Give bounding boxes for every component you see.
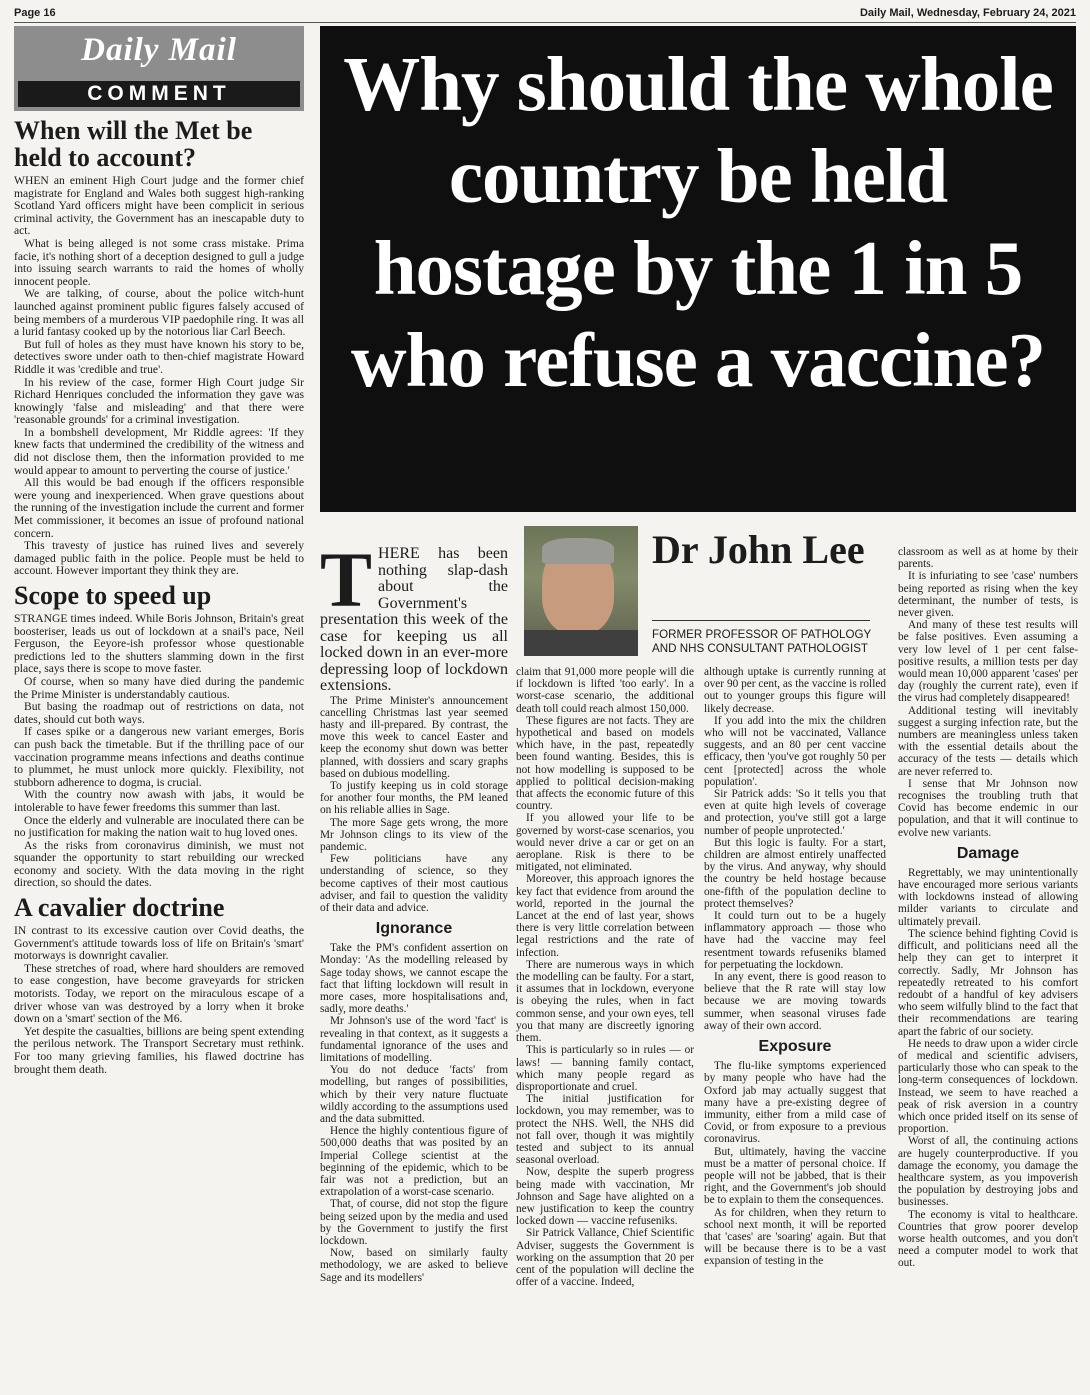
paragraph: All this would be bad enough if the officers responsible were young and inexperienced. When grave questions about the running of the investigation include the current and former Met commissioner, it becomes an issue of profound national concern. bbox=[14, 476, 304, 540]
headline-block bbox=[320, 26, 1076, 512]
paragraph: The economy is vital to healthcare. Countries that grow poorer develop worse health outcomes, and you don't need a computer model to work that out. bbox=[898, 1208, 1078, 1270]
paragraph: IN contrast to its excessive caution over Covid deaths, the Government's attitude towards loss of life on Britain's 'smart' motorways is downright cavalier. bbox=[14, 924, 304, 963]
header-rule bbox=[14, 22, 1076, 23]
article-column-4 bbox=[898, 546, 1078, 1392]
paragraph: These figures are not facts. They are hypothetical and based on models which have, in the past, repeatedly been found wanting. Besides, this is not how modelling is supposed to be applied to political decision-making that affects the economic future of this country. bbox=[516, 714, 694, 813]
paragraph: We are talking, of course, about the police witch-hunt launched against prominent public figures falsely accused of being members of a murderous VIP paedophile ring. It was all a lurid fantasy cooked up by the notorious liar Carl Beech. bbox=[14, 287, 304, 339]
article-column-3 bbox=[704, 666, 886, 1392]
paragraph: Of course, when so many have died during the pandemic the Prime Minister is understandably cautious. bbox=[14, 674, 304, 701]
paragraph: There are numerous ways in which the modelling can be faulty. For a start, it assumes that in lockdown, everyone is obeying the rules, when in fact common sense, and your own eyes, tell you that many are discreetly ignoring them. bbox=[516, 958, 694, 1045]
drop-cap: T bbox=[320, 546, 373, 623]
paragraph: In any event, there is good reason to believe that the R rate will stay low because we are moving towards summer, when seasonal viruses fade away of their own accord. bbox=[704, 971, 886, 1032]
paragraph: Yet despite the casualties, billions are being spent extending the perilous network. The Transport Secretary must rethink. For too many grieving families, his flawed doctrine has brought them death. bbox=[14, 1024, 304, 1076]
subhead-ignorance: Ignorance bbox=[375, 920, 453, 938]
author-name: Dr John Lee bbox=[652, 527, 865, 572]
author-role: FORMER PROFESSOR OF PATHOLOGY AND NHS CONSULTANT PATHOLOGIST bbox=[652, 628, 872, 655]
paragraph: The initial justification for lockdown, you may remember, was to protect the NHS. Well, the NHS did not fall over, though it was mightily tested and subject to its annual seasonal overload. bbox=[516, 1093, 694, 1167]
paragraph: Now, despite the superb progress being made with vaccination, Mr Johnson and Sage have alighted on a new justification to keep the country locked down — vaccine refuseniks. bbox=[516, 1166, 694, 1228]
page-header bbox=[14, 4, 1076, 22]
paragraph: Additional testing will inevitably suggest a surging infection rate, but the numbers are meaningless unless taken with the essential details about the accuracy of the tests — details which are never referred to. bbox=[898, 704, 1078, 778]
paragraph: But this logic is faulty. For a start, children are almost entirely unaffected by the virus. And anyway, why should the country be held hostage because one-fifth of the population decline to protect themselves? bbox=[704, 836, 886, 910]
paragraph: Sir Patrick adds: 'So it tells you that even at quite high levels of coverage and protection, you've still got a large number of people unprotected.' bbox=[704, 788, 886, 837]
author-photo bbox=[524, 526, 638, 656]
main-headline: Why should the whole country be held hostage by the 1 in 5 who refuse a vaccine? bbox=[343, 41, 1053, 403]
paragraph: Take the PM's confident assertion on Monday: 'As the modelling released by Sage today shows, we cannot escape the fact that lifting lockdown will result in more cases, more hospitalisations and, sadly, more deaths.' bbox=[320, 942, 508, 1016]
paragraph: This is particularly so in rules — or laws! — banning family contact, which many people regard as disproportionate and cruel. bbox=[516, 1044, 694, 1093]
paragraph: If cases spike or a dangerous new variant emerges, Boris can push back the timetable. But if the thrilling pace of our vaccination programme means infections and deaths continue to plummet, he must unlock more quickly. Flexibility, not stubborn adherence to dogma, is crucial. bbox=[14, 725, 304, 789]
comment-third-title: A cavalier doctrine bbox=[14, 893, 225, 923]
paragraph: STRANGE times indeed. While Boris Johnson, Britain's great boosteriser, leads us out of lockdown at a snail's pace, Neil Ferguson, the Eeyore-ish professor whose questionable predictions led to the shutters slamming down in the first place, says there is scope to move faster. bbox=[14, 612, 304, 676]
paragraph: The more Sage gets wrong, the more Mr Johnson clings to its view of the pandemic. bbox=[320, 816, 508, 853]
author-shirt bbox=[524, 630, 638, 656]
paragraph: classroom as well as at home by their parents. bbox=[898, 546, 1078, 571]
author-box bbox=[524, 526, 872, 662]
paragraph: It could turn out to be a hugely inflammatory approach — those who have had the vaccine may feel resentment towards refuseniks blamed for perpetuating the lockdown. bbox=[704, 910, 886, 971]
article-intro: HERE has been nothing slap-dash about the Government's presentation this week of the case for keeping us all locked down in an ever-more depressing loop of lockdown extensions. bbox=[320, 546, 508, 694]
section-label: COMMENT bbox=[18, 81, 300, 107]
paragraph: He needs to draw upon a wider circle of medical and scientific advisers, particularly those who can speak to the long-term consequences of lockdown. Instead, we seem to have reached a peak of risk aversion in a country which once prided itself on its sense of proportion. bbox=[898, 1037, 1078, 1136]
page-number: Page 16 bbox=[14, 7, 56, 19]
paragraph: Once the elderly and vulnerable are inoculated there can be no justification for making the nation wait to hug loved ones. bbox=[14, 813, 304, 840]
paragraph: although uptake is currently running at over 90 per cent, as the vaccine is rolled out to younger groups this figure will likely decrease. bbox=[704, 666, 886, 715]
author-rule bbox=[652, 620, 870, 621]
paragraph: The Prime Minister's announcement cancelling Christmas last year seemed hasty and ill-prepared. By contrast, the move this week to cancel Easter and keep the economy shut down was better planned, with dossiers and scary graphs based on dubious modelling. bbox=[320, 694, 508, 780]
paragraph: That, of course, did not stop the figure being seized upon by the media and used by the Government to justify the first lockdown. bbox=[320, 1198, 508, 1248]
paragraph: Sir Patrick Vallance, Chief Scientific Adviser, suggests the Government is working on the assumption that 20 per cent of the population will decline the offer of a vaccine. Indeed, bbox=[516, 1227, 694, 1289]
paragraph: But basing the roadmap out of restrictions on data, not dates, should cut both ways. bbox=[14, 700, 304, 726]
paragraph: Mr Johnson's use of the word 'fact' is revealing in that context, as it suggests a fundamental ignorance of the uses and limitations of modelling. bbox=[320, 1015, 508, 1064]
paragraph: WHEN an eminent High Court judge and the former chief magistrate for England and Wales both suggest high-ranking Scotland Yard officers might have been complicit in serious criminal activity, the Government has an inescapable duty to act. bbox=[14, 174, 304, 238]
paragraph: These stretches of road, where hard shoulders are removed to ease congestion, have become graveyards for stricken motorists. Today, we report on the miraculous escape of a driver whose van was destroyed by a lorry when it broke down on a 'smart' section of the M6. bbox=[14, 961, 304, 1026]
masthead-logo: Daily Mail bbox=[81, 32, 237, 68]
paragraph: And many of these test results will be false positives. Even assuming a very low level of 1 per cent false-positive results, a million tests per day would mean 10,000 apparent 'cases' per day (roughly the current rate), even if the virus had completely disappeared! bbox=[898, 619, 1078, 705]
paragraph: It is infuriating to see 'case' numbers being reported as rising when the key determinant, the number of tests, is never given. bbox=[898, 570, 1078, 620]
comment-third-body bbox=[14, 925, 304, 1076]
paragraph: Hence the highly contentious figure of 500,000 deaths that was posited by an Imperial College scientist at the beginning of the epidemic, which to be fair was not a prediction, but an extrapolation of a worst-case scenario. bbox=[320, 1125, 508, 1199]
paragraph: The science behind fighting Covid is difficult, and politicians need all the help they can get to interpret it correctly. Sadly, Mr Johnson has repeatedly retreated to his comfort redoubt of a handful of key advisers who seem wilfully blind to the fact that their recommendations are tearing apart the fabric of our society. bbox=[898, 927, 1078, 1038]
article-column-1 bbox=[320, 546, 508, 1392]
paragraph: Moreover, this approach ignores the key fact that evidence from around the world, reported in the journal the Lancet at the end of last year, shows there is very little correlation between legal restrictions and the rate of infection. bbox=[516, 873, 694, 959]
paragraph: But full of holes as they must have known his story to be, detectives swore under oath to then-chief magistrate Howard Riddle it was 'credible and true'. bbox=[14, 337, 304, 376]
paragraph: Few politicians have any understanding of science, so they become captives of their most cautious adviser, and fail to question the validity of their data and advice. bbox=[320, 853, 508, 914]
paragraph: But, ultimately, having the vaccine must be a matter of personal choice. If people will not be jabbed, that is their right, and the Government's job should be to explain to them the consequences. bbox=[704, 1145, 886, 1207]
paragraph: This travesty of justice has ruined lives and severely damaged public faith in the police. People must be held to account. However important they think they are. bbox=[14, 539, 304, 578]
paragraph: If you allowed your life to be governed by worst-case scenarios, you would never drive a car or get on an aeroplane. Risk is there to be mitigated, not eliminated. bbox=[516, 812, 694, 874]
paragraph: To justify keeping us in cold storage for another four months, the PM leaned on his reliable allies in Sage. bbox=[320, 779, 508, 817]
paragraph: If you add into the mix the children who will not be vaccinated, Vallance suggests, and an 80 per cent vaccine efficacy, then 'you've got roughly 50 per cent [protected] across the whole population'. bbox=[704, 714, 886, 788]
paragraph: Regrettably, we may unintentionally have encouraged more serious variants with lockdowns instead of allowing milder variants to circulate and ultimately prevail. bbox=[898, 866, 1078, 928]
author-hair bbox=[542, 538, 614, 564]
paragraph: I sense that Mr Johnson now recognises the troubling truth that Covid has become endemic in our population, and that it will continue to evolve new variants. bbox=[898, 777, 1078, 839]
paragraph: The flu-like symptoms experienced by many people who have had the Oxford jab may actually suggest that many have a pre-existing degree of immunity, either from a mild case of Covid, or from exposure to a previous coronavirus. bbox=[704, 1060, 886, 1146]
comment-lead-body bbox=[14, 175, 304, 578]
paragraph: You do not deduce 'facts' from modelling, but ranges of possibilities, which by their very nature fluctuate wildly according to the assumptions used and the data submitted. bbox=[320, 1064, 508, 1125]
paragraph: With the country now awash with jabs, it would be intolerable to have fewer freedoms this summer than last. bbox=[14, 788, 304, 814]
paragraph: In a bombshell development, Mr Riddle agrees: 'If they knew facts that undermined the credibility of the witness and did not disclose them, then the information provided to me would appear to amount to perverting the course of justice.' bbox=[14, 425, 304, 477]
dateline: Daily Mail, Wednesday, February 24, 2021 bbox=[859, 7, 1076, 19]
comment-masthead bbox=[14, 26, 304, 111]
subhead-exposure: Exposure bbox=[758, 1038, 832, 1056]
paragraph: claim that 91,000 more people will die if lockdown is lifted 'too early'. In a worst-case scenario, the additional death toll could reach almost 150,000. bbox=[516, 666, 694, 715]
paragraph: Worst of all, the continuing actions are hugely counterproductive. If you damage the economy, you damage the healthcare system, as you impoverish the population by destroying jobs and businesses. bbox=[898, 1135, 1078, 1209]
paragraph: Now, based on similarly faulty methodology, we are asked to believe Sage and its modellers' bbox=[320, 1247, 508, 1284]
paragraph: As the risks from coronavirus diminish, we must not squander the opportunity to start rebuilding our wrecked economy and society. With the data moving in the right direction, so should the dates. bbox=[14, 838, 304, 890]
comment-second-title: Scope to speed up bbox=[14, 581, 212, 610]
paragraph: What is being alleged is not some crass mistake. Prima facie, it's nothing short of a deception designed to gull a judge into issuing search warrants to raid the homes of wholly innocent people. bbox=[14, 236, 304, 288]
subhead-damage: Damage bbox=[956, 844, 1020, 862]
paragraph: As for children, when they return to school next month, it will be reported that 'cases' are 'soaring' again. But that will be because there is to be a vast expansion of testing in the bbox=[704, 1206, 886, 1268]
paragraph: In his review of the case, former High Court judge Sir Richard Henriques concluded the information they gave was knowingly 'false and misleading' and that there were 'reasonable grounds' for a criminal investigation. bbox=[14, 375, 304, 427]
article-column-2 bbox=[516, 666, 694, 1392]
comment-column bbox=[14, 26, 304, 1388]
comment-lead-title: When will the Met be held to account? bbox=[14, 116, 253, 172]
comment-second-body bbox=[14, 613, 304, 890]
